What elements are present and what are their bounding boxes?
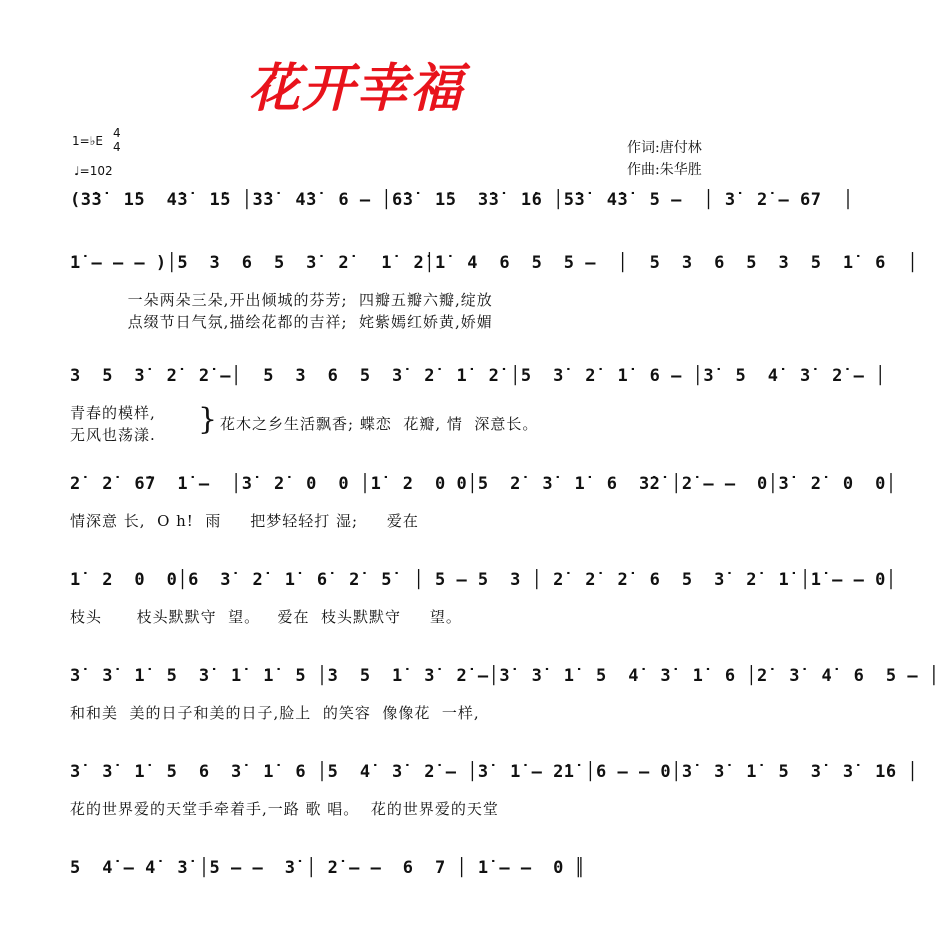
key-label: 1=♭E xyxy=(72,134,103,148)
lyric-row-2-verse-2: 点缀节日气氛,描绘花都的吉祥; 姹紫嫣红娇黄,娇媚 xyxy=(70,313,493,331)
lyric-row-3-shared: 花木之乡生活飘香; 蝶恋 花瓣, 情 深意长。 xyxy=(220,415,539,433)
lyric-row-3-verse-1: 青春的模样, xyxy=(70,404,156,422)
notes-row-6: 3̇ 3̇ 1̇ 5 3̇ 1̇ 1̇ 5 │3 5 1̇ 3̇ 2̇ –│3̇ 3̇ 1̇ 5 4̇ 3̇ 1̇ 6 │2̇ 3̇ 4̇ 6 5 – │ xyxy=(70,666,940,686)
notes-row-3: 3 5 3̇ 2̇ 2̇ –│ 5 3 6 5 3̇ 2̇ 1̇ 2̇ │5 3̇ 2̇ 1̇ 6 – │3̇ 5 4̇ 3̇ 2̇ – │ xyxy=(70,366,886,386)
song-title: 花开幸福 xyxy=(248,59,465,119)
time-signature xyxy=(113,126,121,154)
notes-row-8: 5 4̇ – 4̇ 3̇ │5 – – 3̇ │ 2̇ – – 6 7 │ 1̇ – – 0 ║ xyxy=(70,858,586,878)
notes-row-5: 1̇ 2 0 0│6 3̇ 2̇ 1̇ 6̇ 2̇ 5̇ │ 5 – 5 3 │ 2̇ 2̇ 2̇ 6 5 3̇ 2̇ 1̇ │1̇ – – 0│ xyxy=(70,570,897,590)
lyric-row-7: 花的世界爱的天堂手牵着手,一路 歌 唱。 花的世界爱的天堂 xyxy=(70,800,499,818)
quarter-note-icon: ♩ xyxy=(74,164,80,178)
lyric-row-3-verse-2: 无风也荡漾. xyxy=(70,426,156,444)
lyricist: 作词:唐付林 xyxy=(627,140,702,156)
lyric-row-2-verse-1: 一朵两朵三朵,开出倾城的芬芳; 四瓣五瓣六瓣,绽放 xyxy=(70,291,493,309)
tempo-value: =102 xyxy=(79,164,113,178)
notes-row-1: (3̇3̇ 1̇5 4̇3̇ 1̇5 │3̇3̇ 4̇3̇ 6 – │6̇3̇ 1̇5 3̇3̇ 1̇6 │5̇3̇ 4̇3̇ 5 – │ 3̇ 2̇ – 67 │ xyxy=(70,190,854,210)
composer: 作曲:朱华胜 xyxy=(627,162,702,178)
lyric-row-6: 和和美 美的日子和美的日子,脸上 的笑容 像像花 一样, xyxy=(70,704,480,722)
key-signature xyxy=(72,134,103,148)
notes-row-2: 1̇ – – – )│5 3 6 5 3̇ 2̇ 1̇ 2̇│1̇ 4 6 5 5 – │ 5 3 6 5 3 5 1̇ 6 │ xyxy=(70,253,919,273)
notes-row-7: 3̇ 3̇ 1̇ 5 6 3̇ 1̇ 6 │5 4̇ 3̇ 2̇ – │3̇ 1̇ – 2̇1̇ │6 – – 0│3̇ 3̇ 1̇ 5 3̇ 3̇ 1̇6 │ xyxy=(70,762,919,782)
lyric-row-5: 枝头 枝头默默守 望。 爱在 枝头默默守 望。 xyxy=(70,608,462,626)
time-top: 4 xyxy=(113,126,121,140)
verse-brace: } xyxy=(198,402,218,437)
tempo-mark xyxy=(74,164,113,178)
notes-row-4: 2̇ 2̇ 6̇7 1̇ – │3̇ 2̇ 0 0 │1̇ 2 0 0│5 2̇ 3̇ 1̇ 6 3̇2̇ │2̇ – – 0│3̇ 2̇ 0 0│ xyxy=(70,474,897,494)
lyric-row-4: 情深意 长, O h! 雨 把梦轻轻打 湿; 爱在 xyxy=(70,512,419,530)
time-bottom: 4 xyxy=(113,140,121,154)
credits xyxy=(627,137,702,181)
